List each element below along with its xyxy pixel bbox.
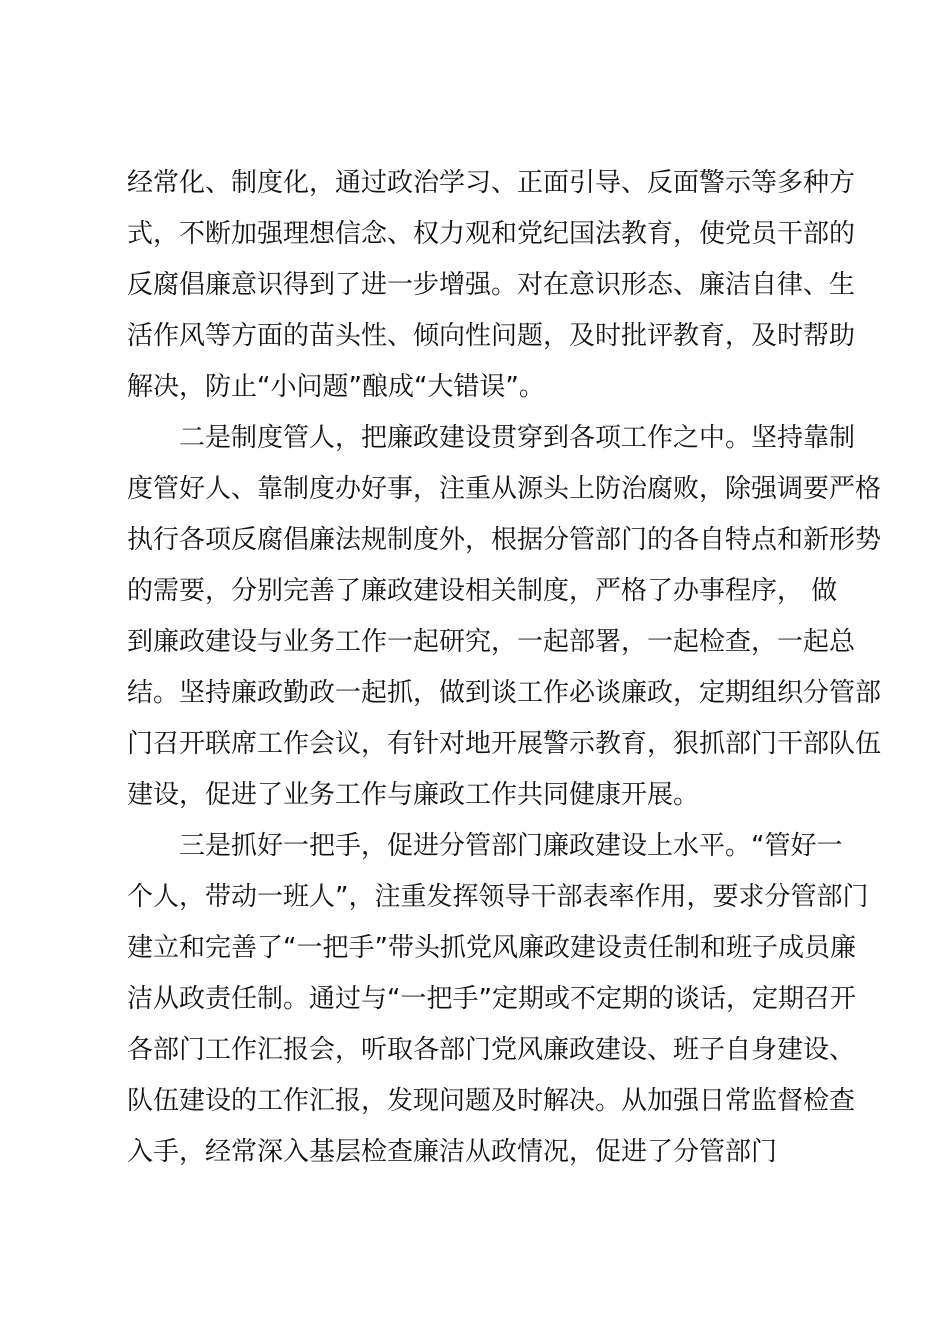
text-line: 到廉政建设与业务工作一起研究，一起部署，一起检查，一起总 [127, 627, 856, 657]
text-line: 建设，促进了业务工作与廉政工作共同健康开展。 [127, 780, 700, 810]
text-line: 执行各项反腐倡廉法规制度外，根据分管部门的各自特点和新形势 [127, 525, 882, 555]
text-line: 式，不断加强理想信念、权力观和党纪国法教育，使党员干部的 [127, 219, 856, 249]
text-line: 入手，经常深入基层检查廉洁从政情况，促进了分管部门 [127, 1137, 778, 1167]
text-line: 建立和完善了“一把手”带头抓党风廉政建设责任制和班子成员廉 [127, 933, 856, 963]
body-text [127, 158, 882, 1178]
text-line: 解决，防止“小问题”酿成“大错误”。 [127, 372, 545, 402]
text-line: 二是制度管人，把廉政建设贯穿到各项工作之中。坚持靠制 [127, 423, 856, 453]
text-line: 的需要，分别完善了廉政建设相关制度，严格了办事程序， 做 [127, 576, 838, 606]
text-line: 三是抓好一把手，促进分管部门廉政建设上水平。“管好一 [127, 831, 843, 861]
text-line: 门召开联席工作会议，有针对地开展警示教育，狠抓部门干部队伍 [127, 729, 882, 759]
text-line: 经常化、制度化，通过政治学习、正面引导、反面警示等多种方 [127, 168, 856, 198]
text-line: 队伍建设的工作汇报，发现问题及时解决。从加强日常监督检查 [127, 1086, 856, 1116]
text-line: 各部门工作汇报会，听取各部门党风廉政建设、班子自身建设、 [127, 1035, 856, 1065]
text-line: 结。坚持廉政勤政一起抓，做到谈工作必谈廉政，定期组织分管部 [127, 678, 882, 708]
text-line: 度管好人、靠制度办好事，注重从源头上防治腐败，除强调要严格 [127, 474, 882, 504]
text-line: 洁从政责任制。通过与“一把手”定期或不定期的谈话，定期召开 [127, 984, 856, 1014]
text-line: 活作风等方面的苗头性、倾向性问题，及时批评教育，及时帮助 [127, 321, 856, 351]
text-line: 个人，带动一班人”，注重发挥领导干部表率作用，要求分管部门 [127, 882, 869, 912]
text-line: 反腐倡廉意识得到了进一步增强。对在意识形态、廉洁自律、生 [127, 270, 856, 300]
